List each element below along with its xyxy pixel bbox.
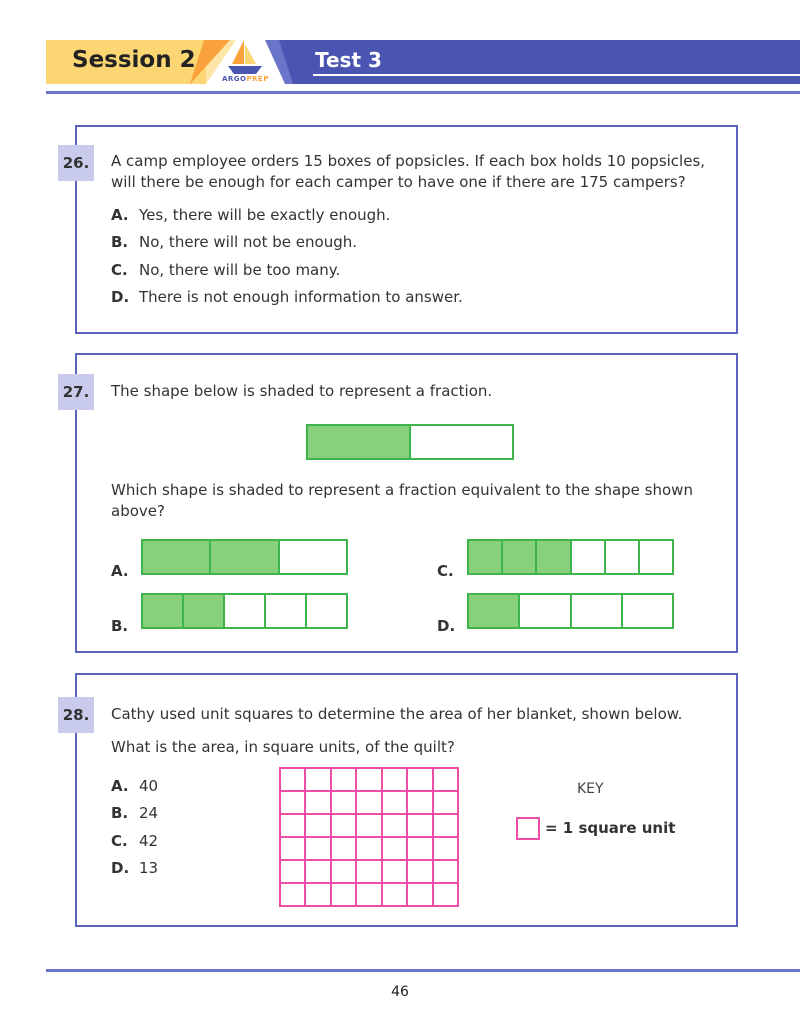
unshaded-part: [640, 541, 672, 573]
answer-option-d[interactable]: D.: [437, 617, 456, 635]
question-number: 26.: [58, 145, 94, 181]
unit-square: [305, 860, 330, 883]
answer-option-c[interactable]: C. No, there will be too many.: [111, 261, 341, 279]
unit-square: [280, 837, 305, 860]
page-number: 46: [391, 984, 409, 1000]
unit-square: [356, 814, 381, 837]
unit-square: [433, 814, 458, 837]
shaded-part: [184, 595, 225, 627]
answer-option-c[interactable]: C.: [437, 562, 454, 580]
answer-option-c[interactable]: C. 42: [111, 832, 159, 850]
unit-square: [382, 814, 407, 837]
unshaded-part: [572, 541, 606, 573]
key-text: = 1 square unit: [545, 819, 676, 837]
answer-option-a[interactable]: A.: [111, 562, 129, 580]
unit-square: [305, 791, 330, 814]
shaded-part: [211, 541, 279, 573]
answer-option-a[interactable]: A. Yes, there will be exactly enough.: [111, 206, 391, 224]
unit-square: [305, 768, 330, 791]
option-d-fraction-bar[interactable]: [467, 593, 674, 629]
unshaded-part: [623, 595, 672, 627]
unit-square: [280, 814, 305, 837]
divider: [46, 91, 800, 94]
unshaded-part: [266, 595, 307, 627]
unit-square: [407, 860, 432, 883]
question-text: Which shape is shaded to represent a fraction equivalent to the shape shown: [111, 481, 693, 499]
unit-square: [331, 791, 356, 814]
unit-square: [331, 860, 356, 883]
option-c-fraction-bar[interactable]: [467, 539, 674, 575]
answer-option-b[interactable]: B.: [111, 617, 129, 635]
question-text: Cathy used unit squares to determine the area of her blanket, shown below.: [111, 705, 683, 723]
unit-square: [407, 768, 432, 791]
unshaded-part: [280, 541, 346, 573]
shaded-part: [469, 595, 520, 627]
unit-square: [382, 860, 407, 883]
divider: [46, 969, 800, 972]
unit-square: [356, 791, 381, 814]
question-text: will there be enough for each camper to have one if there are 175 campers?: [111, 173, 686, 191]
unit-square: [433, 768, 458, 791]
unit-square: [280, 768, 305, 791]
question-text: The shape below is shaded to represent a fraction.: [111, 382, 493, 400]
shaded-part: [469, 541, 503, 573]
shaded-part: [143, 541, 211, 573]
unit-square: [331, 837, 356, 860]
shaded-part: [143, 595, 184, 627]
unit-square: [407, 791, 432, 814]
unit-square: [356, 883, 381, 906]
unshaded-part: [606, 541, 640, 573]
unit-square: [433, 860, 458, 883]
unit-square: [382, 837, 407, 860]
unit-square: [382, 768, 407, 791]
shaded-part: [537, 541, 571, 573]
test-title: Test 3: [315, 48, 382, 72]
answer-option-d[interactable]: D. 13: [111, 859, 159, 877]
unit-square: [356, 768, 381, 791]
option-b-fraction-bar[interactable]: [141, 593, 348, 629]
answer-option-d[interactable]: D. There is not enough information to answer.: [111, 288, 463, 306]
answer-option-b[interactable]: B. No, there will not be enough.: [111, 233, 357, 251]
unit-square: [280, 883, 305, 906]
model-fraction-bar: [306, 424, 514, 460]
unit-square: [382, 883, 407, 906]
question-text: What is the area, in square units, of the quilt?: [111, 738, 455, 756]
unit-square: [407, 837, 432, 860]
unit-square: [407, 814, 432, 837]
shaded-part: [503, 541, 537, 573]
answer-option-b[interactable]: B. 24: [111, 804, 159, 822]
unshaded-part: [225, 595, 266, 627]
unshaded-part: [307, 595, 346, 627]
question-number: 28.: [58, 697, 94, 733]
session-title: Session 2: [72, 47, 196, 73]
question-text: above?: [111, 502, 165, 520]
unit-square: [407, 883, 432, 906]
unit-square: [280, 791, 305, 814]
argoprep-logo-icon: [224, 38, 266, 76]
unit-square: [305, 814, 330, 837]
key-title: KEY: [577, 781, 604, 797]
unit-square-icon: [516, 817, 540, 840]
unit-square: [433, 837, 458, 860]
logo-text: ARGOPREP: [222, 75, 269, 83]
unshaded-part: [520, 595, 571, 627]
unit-square: [331, 768, 356, 791]
unshaded-part: [572, 595, 623, 627]
unshaded-part: [411, 426, 512, 458]
unit-square: [305, 837, 330, 860]
unit-square: [305, 883, 330, 906]
unit-square: [356, 860, 381, 883]
unit-square: [356, 837, 381, 860]
unit-square: [280, 860, 305, 883]
unit-square: [433, 883, 458, 906]
question-number: 27.: [58, 374, 94, 410]
blanket-grid: [279, 767, 459, 907]
unit-square: [433, 791, 458, 814]
question-text: A camp employee orders 15 boxes of popsicles. If each box holds 10 popsicles,: [111, 152, 706, 170]
shaded-part: [308, 426, 411, 458]
divider: [313, 74, 800, 76]
unit-square: [331, 883, 356, 906]
answer-option-a[interactable]: A. 40: [111, 777, 159, 795]
unit-square: [331, 814, 356, 837]
unit-square: [382, 791, 407, 814]
option-a-fraction-bar[interactable]: [141, 539, 348, 575]
